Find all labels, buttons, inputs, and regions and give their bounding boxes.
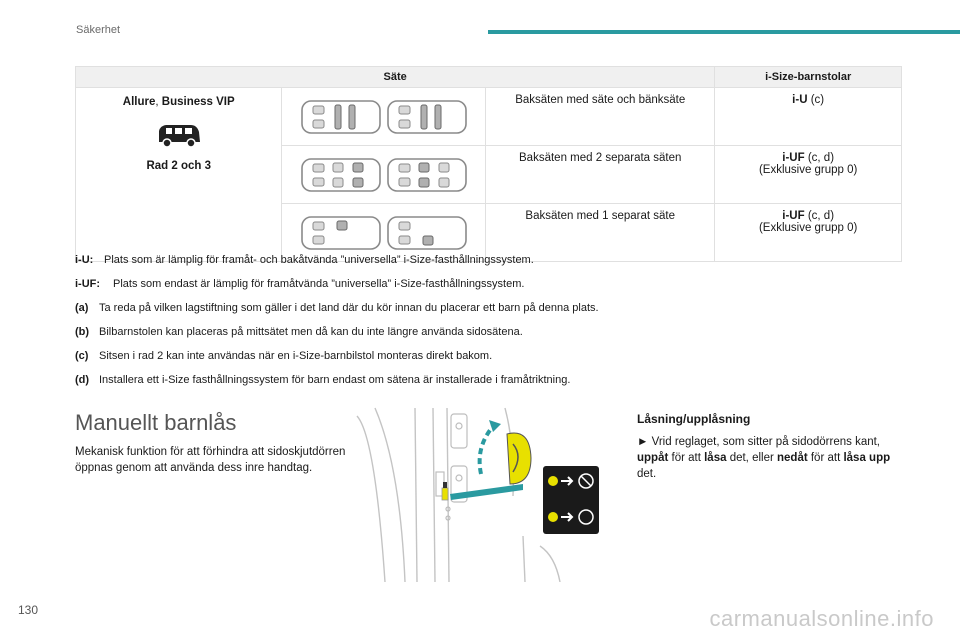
- lock-text-3: det, eller: [726, 452, 777, 464]
- note-text: Ta reda på vilken lagstiftning som gäller i det land där du kör innan du placerar ett barn på denna plats.: [99, 302, 599, 314]
- note-item: [75, 254, 534, 266]
- seat-diagram-cell: [282, 204, 486, 262]
- note-item: [75, 326, 523, 338]
- isize-notes: (c, d): [804, 210, 835, 222]
- lock-text-5: det.: [637, 468, 657, 480]
- note-text: Bilbarnstolen kan placeras på mittsätet men då kan du inte längre använda sidosätena.: [99, 326, 523, 338]
- lock-section-title: Låsning/upplåsning: [637, 412, 751, 426]
- note-text: Sitsen i rad 2 kan inte användas när en i-Size-barnbilstol monteras direkt bakom.: [99, 350, 493, 362]
- note-item: [75, 302, 599, 314]
- model-name-allure: Allure: [122, 96, 156, 108]
- note-text: Installera ett i-Size fasthållningssystem för barn endast om sätena är installerade i framåtriktning.: [99, 374, 571, 386]
- isize-type-cell: [715, 88, 902, 146]
- note-key: (a): [75, 302, 89, 314]
- watermark: carmanualsonline.info: [709, 606, 934, 631]
- seat-diagram-two-separate: [299, 156, 469, 194]
- isize-extra: (Exklusive grupp 0): [758, 222, 858, 234]
- note-key: i-U:: [75, 254, 94, 266]
- lock-text-4: för att: [807, 452, 844, 464]
- isize-type: i-UF: [782, 210, 805, 222]
- isize-extra: (Exklusive grupp 0): [758, 164, 858, 176]
- lock-lock: låsa: [704, 452, 727, 464]
- lock-up: uppåt: [637, 452, 669, 464]
- note-item: [75, 350, 492, 362]
- note-text: Plats som endast är lämplig för framåtvända ”universella” i-Size-fasthållningssystem.: [113, 278, 525, 290]
- model-name-business: Business VIP: [161, 96, 235, 108]
- seat-diagram-cell: [282, 146, 486, 204]
- model-sep: ,: [155, 96, 162, 108]
- seat-diagram-cell: [282, 88, 486, 146]
- row-label: Rad 2 och 3: [146, 160, 211, 172]
- seat-table: [75, 66, 902, 262]
- note-key: (d): [75, 374, 90, 386]
- col-header-seat: Säte: [76, 67, 715, 88]
- lock-text-2: för att: [668, 452, 705, 464]
- child-lock-illustration: [355, 406, 600, 582]
- note-key: i-UF:: [75, 278, 101, 290]
- note-key: (c): [75, 350, 89, 362]
- seat-diagram-bench: [299, 98, 469, 136]
- seat-description: Baksäten med 1 separat säte: [486, 204, 715, 262]
- lock-down: nedåt: [777, 452, 808, 464]
- isize-type-cell: [715, 146, 902, 204]
- table-row: [76, 88, 902, 146]
- lock-unlock: låsa upp: [843, 452, 891, 464]
- note-text: Plats som är lämplig för framåt- och bakåtvända ”universella” i-Size-fasthållningssystem.: [104, 254, 534, 266]
- lock-text-1: Vrid reglaget, som sitter på sidodörrens kant,: [651, 436, 880, 448]
- isize-type: i-U: [792, 94, 808, 106]
- isize-type: i-UF: [782, 152, 805, 164]
- table-header-row: [76, 67, 902, 88]
- seat-description: Baksäten med 2 separata säten: [486, 146, 715, 204]
- col-header-isize: i-Size-barnstolar: [715, 67, 902, 88]
- header-accent-bar: [488, 30, 960, 34]
- page-number: 130: [18, 603, 39, 617]
- note-item: [75, 374, 570, 386]
- isize-notes: (c): [807, 94, 825, 106]
- section-header: Säkerhet: [76, 24, 121, 36]
- section-body: Mekanisk funktion för att förhindra att sidoskjutdörren öppnas genom att använda dess inre handtag.: [75, 446, 346, 474]
- isize-notes: (c, d): [804, 152, 835, 164]
- isize-type-cell: [715, 204, 902, 262]
- bullet-arrow-icon: ►: [637, 436, 649, 448]
- model-names: [76, 96, 281, 108]
- note-item: [75, 278, 524, 290]
- section-title: Manuellt barnlås: [75, 410, 237, 435]
- model-cell: [76, 88, 282, 262]
- lock-instructions: [637, 434, 907, 482]
- seat-description: Baksäten med säte och bänksäte: [486, 88, 715, 146]
- van-icon: [157, 122, 201, 148]
- note-key: (b): [75, 326, 90, 338]
- seat-diagram-one-separate: [299, 214, 469, 252]
